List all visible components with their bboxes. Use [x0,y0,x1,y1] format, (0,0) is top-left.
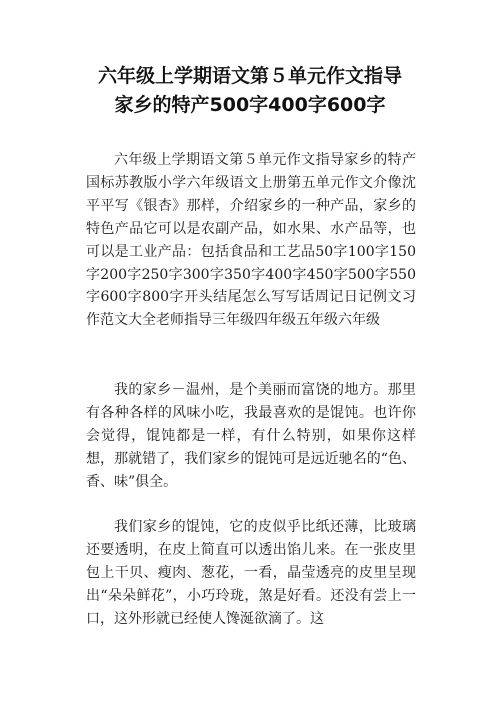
intro-paragraph: 六年级上学期语文第５单元作文指导家乡的特产国标苏教版小学六年级语文上册第五单元作文介像沈平平写《银杏》那样，介绍家乡的一种产品，家乡的特色产品它可以是农副产品，如水果、水产品等，也可以是工业产品：包括食品和工艺品50字100字150字200字250字300字350字400字450字500字550字600字800字开头结尾怎么写写话周记日记例文习作范文大全老师指导三年级四年级五年级六年级 [86,152,416,329]
essay-paragraph-2: 我们家乡的馄饨，它的皮似乎比纸还薄，比玻璃还要透明，在皮上简直可以透出馅儿来。在一张皮里包上干贝、瘦肉、葱花，一看，晶莹透亮的皮里呈现出“朵朵鲜花”，小巧玲珑，煞是好看。还没有尝上一口，这外形就已经使人馋涎欲滴了。这 [86,519,416,627]
document-title-line-1: 六年级上学期语文第５单元作文指导 [97,65,402,87]
essay-paragraph-1: 我的家乡－温州，是个美丽而富饶的地方。那里有各种各样的风味小吃，我最喜欢的是馄饨。也许你会觉得，馄饨都是一样，有什么特别，如果你这样想，那就错了，我们家乡的馄饨可是远近驰名的“色、香、味”俱全。 [86,382,416,490]
document-title-line-2: 家乡的特产500字400字600字 [114,94,386,116]
